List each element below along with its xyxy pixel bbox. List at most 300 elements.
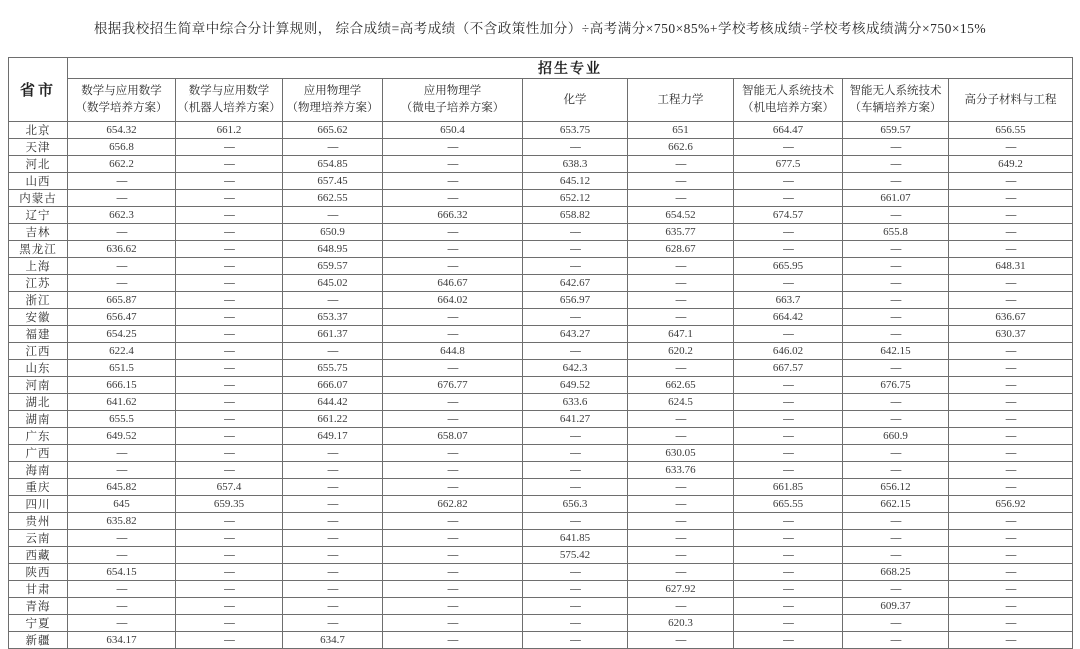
table-row [9, 394, 1073, 411]
empty-score-cell: ---- [523, 224, 628, 241]
table-row [9, 377, 1073, 394]
score-cell: 649.2 [949, 156, 1073, 173]
empty-score-cell: ---- [734, 394, 843, 411]
empty-score-cell: ---- [949, 241, 1073, 258]
score-cell: 664.02 [383, 292, 523, 309]
empty-score-cell: ---- [283, 513, 383, 530]
score-cell: 635.77 [628, 224, 734, 241]
score-cell: 628.67 [628, 241, 734, 258]
score-cell: 666.32 [383, 207, 523, 224]
empty-score-cell: ---- [734, 445, 843, 462]
score-cell: 661.07 [843, 190, 949, 207]
major-column-header [176, 79, 283, 122]
score-cell: 648.95 [283, 241, 383, 258]
score-cell: 662.6 [628, 139, 734, 156]
empty-score-cell: ---- [843, 445, 949, 462]
score-cell: 665.95 [734, 258, 843, 275]
empty-score-cell: ---- [283, 462, 383, 479]
score-cell: 656.8 [68, 139, 176, 156]
score-cell: 659.57 [843, 122, 949, 139]
province-cell: 内蒙古 [9, 190, 68, 207]
empty-score-cell: ---- [523, 309, 628, 326]
empty-score-cell: ---- [628, 530, 734, 547]
empty-score-cell: ---- [283, 343, 383, 360]
major-column-header [523, 79, 628, 122]
empty-score-cell: ---- [523, 598, 628, 615]
table-row [9, 258, 1073, 275]
empty-score-cell: ---- [843, 207, 949, 224]
score-cell: 635.82 [68, 513, 176, 530]
table-row [9, 156, 1073, 173]
empty-score-cell: ---- [68, 581, 176, 598]
empty-score-cell: ---- [68, 275, 176, 292]
empty-score-cell: ---- [523, 428, 628, 445]
empty-score-cell: ---- [176, 224, 283, 241]
empty-score-cell: ---- [176, 428, 283, 445]
score-cell: 649.52 [68, 428, 176, 445]
score-cell: 656.3 [523, 496, 628, 513]
score-cell: 654.25 [68, 326, 176, 343]
empty-score-cell: ---- [283, 564, 383, 581]
admission-score-table-wrap [8, 57, 1073, 649]
table-row [9, 360, 1073, 377]
province-cell: 海南 [9, 462, 68, 479]
empty-score-cell: ---- [176, 513, 283, 530]
empty-score-cell: ---- [734, 513, 843, 530]
empty-score-cell: ---- [176, 326, 283, 343]
empty-score-cell: ---- [176, 173, 283, 190]
empty-score-cell: ---- [949, 190, 1073, 207]
score-cell: 641.62 [68, 394, 176, 411]
empty-score-cell: ---- [949, 360, 1073, 377]
empty-score-cell: ---- [628, 190, 734, 207]
score-cell: 659.57 [283, 258, 383, 275]
calculation-rule-note: 根据我校招生简章中综合分计算规则， 综合成绩=高考成绩（不含政策性加分）÷高考满分×750×85%+学校考核成绩÷学校考核成绩满分×750×15% [93, 21, 987, 36]
empty-score-cell: ---- [949, 377, 1073, 394]
empty-score-cell: ---- [383, 513, 523, 530]
empty-score-cell: ---- [734, 615, 843, 632]
empty-score-cell: ---- [68, 598, 176, 615]
empty-score-cell: ---- [383, 547, 523, 564]
province-cell: 安徽 [9, 309, 68, 326]
empty-score-cell: ---- [383, 615, 523, 632]
empty-score-cell: ---- [523, 615, 628, 632]
empty-score-cell: ---- [949, 428, 1073, 445]
table-row [9, 139, 1073, 156]
empty-score-cell: ---- [843, 411, 949, 428]
major-plan-line: （物理培养方案） [286, 102, 379, 114]
table-row [9, 547, 1073, 564]
empty-score-cell: ---- [383, 258, 523, 275]
score-cell: 575.42 [523, 547, 628, 564]
score-cell: 661.2 [176, 122, 283, 139]
major-name-line: 应用物理学 [423, 85, 482, 98]
score-cell: 644.42 [283, 394, 383, 411]
empty-score-cell: ---- [949, 615, 1073, 632]
empty-score-cell: ---- [949, 139, 1073, 156]
table-row [9, 122, 1073, 139]
province-cell: 江西 [9, 343, 68, 360]
score-cell: 666.07 [283, 377, 383, 394]
empty-score-cell: ---- [628, 496, 734, 513]
empty-score-cell: ---- [949, 207, 1073, 224]
score-cell: 662.82 [383, 496, 523, 513]
empty-score-cell: ---- [176, 564, 283, 581]
empty-score-cell: ---- [949, 462, 1073, 479]
empty-score-cell: ---- [628, 547, 734, 564]
empty-score-cell: ---- [176, 462, 283, 479]
empty-score-cell: ---- [283, 445, 383, 462]
province-column-header: 省市 [9, 58, 68, 122]
empty-score-cell: ---- [843, 394, 949, 411]
score-cell: 641.85 [523, 530, 628, 547]
empty-score-cell: ---- [843, 309, 949, 326]
empty-score-cell: ---- [628, 258, 734, 275]
empty-score-cell: ---- [176, 258, 283, 275]
score-cell: 633.76 [628, 462, 734, 479]
province-cell: 湖南 [9, 411, 68, 428]
province-cell: 广东 [9, 428, 68, 445]
score-cell: 645.02 [283, 275, 383, 292]
empty-score-cell: ---- [383, 564, 523, 581]
empty-score-cell: ---- [176, 292, 283, 309]
score-cell: 630.37 [949, 326, 1073, 343]
score-cell: 646.67 [383, 275, 523, 292]
empty-score-cell: ---- [283, 479, 383, 496]
empty-score-cell: ---- [628, 156, 734, 173]
major-name-line: 应用物理学 [303, 85, 362, 98]
table-row [9, 241, 1073, 258]
score-cell: 666.15 [68, 377, 176, 394]
empty-score-cell: ---- [176, 581, 283, 598]
empty-score-cell: ---- [176, 547, 283, 564]
empty-score-cell: ---- [734, 275, 843, 292]
empty-score-cell: ---- [628, 275, 734, 292]
score-cell: 655.75 [283, 360, 383, 377]
score-cell: 657.4 [176, 479, 283, 496]
empty-score-cell: ---- [949, 411, 1073, 428]
score-cell: 648.31 [949, 258, 1073, 275]
empty-score-cell: ---- [628, 428, 734, 445]
table-row [9, 411, 1073, 428]
score-cell: 662.15 [843, 496, 949, 513]
empty-score-cell: ---- [283, 207, 383, 224]
table-row [9, 598, 1073, 615]
score-cell: 627.92 [628, 581, 734, 598]
empty-score-cell: ---- [628, 411, 734, 428]
score-cell: 664.42 [734, 309, 843, 326]
score-cell: 661.85 [734, 479, 843, 496]
empty-score-cell: ---- [283, 496, 383, 513]
empty-score-cell: ---- [949, 173, 1073, 190]
province-cell: 甘肃 [9, 581, 68, 598]
empty-score-cell: ---- [523, 564, 628, 581]
table-row [9, 190, 1073, 207]
score-cell: 674.57 [734, 207, 843, 224]
score-cell: 656.92 [949, 496, 1073, 513]
score-cell: 609.37 [843, 598, 949, 615]
empty-score-cell: ---- [523, 632, 628, 649]
score-cell: 649.52 [523, 377, 628, 394]
empty-score-cell: ---- [176, 411, 283, 428]
score-cell: 660.9 [843, 428, 949, 445]
empty-score-cell: ---- [283, 598, 383, 615]
empty-score-cell: ---- [523, 581, 628, 598]
major-column-header [383, 79, 523, 122]
province-cell: 吉林 [9, 224, 68, 241]
empty-score-cell: ---- [68, 224, 176, 241]
empty-score-cell: ---- [523, 139, 628, 156]
empty-score-cell: ---- [734, 598, 843, 615]
empty-score-cell: ---- [523, 445, 628, 462]
empty-score-cell: ---- [949, 479, 1073, 496]
empty-score-cell: ---- [843, 258, 949, 275]
empty-score-cell: ---- [383, 598, 523, 615]
score-cell: 642.67 [523, 275, 628, 292]
empty-score-cell: ---- [176, 343, 283, 360]
empty-score-cell: ---- [523, 343, 628, 360]
empty-score-cell: ---- [734, 326, 843, 343]
empty-score-cell: ---- [383, 241, 523, 258]
table-row [9, 224, 1073, 241]
empty-score-cell: ---- [176, 598, 283, 615]
empty-score-cell: ---- [383, 139, 523, 156]
province-cell: 河北 [9, 156, 68, 173]
score-cell: 662.55 [283, 190, 383, 207]
empty-score-cell: ---- [843, 581, 949, 598]
empty-score-cell: ---- [628, 632, 734, 649]
score-cell: 656.97 [523, 292, 628, 309]
empty-score-cell: ---- [176, 190, 283, 207]
score-cell: 636.67 [949, 309, 1073, 326]
empty-score-cell: ---- [283, 581, 383, 598]
empty-score-cell: ---- [628, 309, 734, 326]
score-cell: 645.12 [523, 173, 628, 190]
empty-score-cell: ---- [949, 445, 1073, 462]
province-cell: 浙江 [9, 292, 68, 309]
empty-score-cell: ---- [523, 513, 628, 530]
score-cell: 622.4 [68, 343, 176, 360]
empty-score-cell: ---- [949, 598, 1073, 615]
score-cell: 654.15 [68, 564, 176, 581]
empty-score-cell: ---- [843, 462, 949, 479]
score-cell: 676.77 [383, 377, 523, 394]
empty-score-cell: ---- [628, 292, 734, 309]
score-cell: 677.5 [734, 156, 843, 173]
province-cell: 黑龙江 [9, 241, 68, 258]
table-row [9, 275, 1073, 292]
province-cell: 西藏 [9, 547, 68, 564]
province-cell: 青海 [9, 598, 68, 615]
empty-score-cell: ---- [283, 615, 383, 632]
empty-score-cell: ---- [383, 632, 523, 649]
empty-score-cell: ---- [176, 241, 283, 258]
empty-score-cell: ---- [383, 394, 523, 411]
empty-score-cell: ---- [734, 462, 843, 479]
table-row [9, 530, 1073, 547]
empty-score-cell: ---- [176, 156, 283, 173]
empty-score-cell: ---- [523, 258, 628, 275]
empty-score-cell: ---- [523, 462, 628, 479]
score-cell: 645 [68, 496, 176, 513]
empty-score-cell: ---- [843, 530, 949, 547]
empty-score-cell: ---- [949, 530, 1073, 547]
major-column-header [68, 79, 176, 122]
empty-score-cell: ---- [383, 530, 523, 547]
empty-score-cell: ---- [734, 632, 843, 649]
empty-score-cell: ---- [843, 547, 949, 564]
empty-score-cell: ---- [949, 564, 1073, 581]
empty-score-cell: ---- [383, 156, 523, 173]
province-cell: 天津 [9, 139, 68, 156]
empty-score-cell: ---- [734, 190, 843, 207]
empty-score-cell: ---- [283, 547, 383, 564]
empty-score-cell: ---- [843, 632, 949, 649]
province-cell: 上海 [9, 258, 68, 275]
major-name-line: 智能无人系统技术 [849, 85, 942, 98]
score-cell: 658.82 [523, 207, 628, 224]
empty-score-cell: ---- [68, 530, 176, 547]
table-row [9, 462, 1073, 479]
empty-score-cell: ---- [734, 530, 843, 547]
score-cell: 642.15 [843, 343, 949, 360]
table-row [9, 632, 1073, 649]
empty-score-cell: ---- [176, 530, 283, 547]
score-cell: 636.62 [68, 241, 176, 258]
province-cell: 山东 [9, 360, 68, 377]
score-cell: 633.6 [523, 394, 628, 411]
empty-score-cell: ---- [68, 258, 176, 275]
province-cell: 河南 [9, 377, 68, 394]
empty-score-cell: ---- [628, 479, 734, 496]
empty-score-cell: ---- [734, 139, 843, 156]
score-cell: 651.5 [68, 360, 176, 377]
score-rows [9, 122, 1073, 649]
score-cell: 662.65 [628, 377, 734, 394]
empty-score-cell: ---- [383, 445, 523, 462]
table-row [9, 615, 1073, 632]
table-row [9, 292, 1073, 309]
score-cell: 651 [628, 122, 734, 139]
score-cell: 650.4 [383, 122, 523, 139]
major-name-line: 数学与应用数学 [81, 85, 162, 98]
score-cell: 646.02 [734, 343, 843, 360]
table-row [9, 326, 1073, 343]
empty-score-cell: ---- [843, 292, 949, 309]
major-name-line: 智能无人系统技术 [742, 85, 834, 98]
empty-score-cell: ---- [68, 190, 176, 207]
table-row [9, 173, 1073, 190]
province-cell: 四川 [9, 496, 68, 513]
score-cell: 634.17 [68, 632, 176, 649]
empty-score-cell: ---- [734, 241, 843, 258]
score-cell: 638.3 [523, 156, 628, 173]
score-cell: 647.1 [628, 326, 734, 343]
score-cell: 661.37 [283, 326, 383, 343]
score-cell: 654.32 [68, 122, 176, 139]
table-row [9, 428, 1073, 445]
admission-score-table [8, 57, 1073, 649]
empty-score-cell: ---- [383, 190, 523, 207]
empty-score-cell: ---- [734, 581, 843, 598]
empty-score-cell: ---- [949, 292, 1073, 309]
score-cell: 630.05 [628, 445, 734, 462]
empty-score-cell: ---- [523, 241, 628, 258]
major-headers-row [9, 79, 1073, 122]
score-cell: 667.57 [734, 360, 843, 377]
score-cell: 643.27 [523, 326, 628, 343]
score-cell: 659.35 [176, 496, 283, 513]
empty-score-cell: ---- [628, 360, 734, 377]
province-cell: 山西 [9, 173, 68, 190]
province-cell: 云南 [9, 530, 68, 547]
province-cell: 重庆 [9, 479, 68, 496]
score-cell: 634.7 [283, 632, 383, 649]
major-column-header [283, 79, 383, 122]
empty-score-cell: ---- [843, 275, 949, 292]
score-cell: 656.55 [949, 122, 1073, 139]
major-plan-line: （机器人培养方案） [177, 102, 281, 114]
empty-score-cell: ---- [283, 530, 383, 547]
empty-score-cell: ---- [68, 615, 176, 632]
table-row [9, 581, 1073, 598]
score-cell: 654.52 [628, 207, 734, 224]
empty-score-cell: ---- [68, 445, 176, 462]
score-cell: 620.2 [628, 343, 734, 360]
score-cell: 658.07 [383, 428, 523, 445]
major-column-header [734, 79, 843, 122]
province-cell: 湖北 [9, 394, 68, 411]
score-cell: 624.5 [628, 394, 734, 411]
score-cell: 645.82 [68, 479, 176, 496]
empty-score-cell: ---- [68, 462, 176, 479]
major-plan-line: （数学培养方案） [75, 102, 168, 114]
empty-score-cell: ---- [949, 394, 1073, 411]
empty-score-cell: ---- [734, 564, 843, 581]
empty-score-cell: ---- [628, 564, 734, 581]
score-cell: 676.75 [843, 377, 949, 394]
major-plan-line: （机电培养方案） [742, 102, 834, 114]
province-cell: 宁夏 [9, 615, 68, 632]
table-row [9, 496, 1073, 513]
score-cell: 652.12 [523, 190, 628, 207]
empty-score-cell: ---- [843, 513, 949, 530]
empty-score-cell: ---- [176, 377, 283, 394]
empty-score-cell: ---- [628, 173, 734, 190]
province-cell: 贵州 [9, 513, 68, 530]
score-cell: 664.47 [734, 122, 843, 139]
table-row [9, 343, 1073, 360]
major-plan-line: （微电子培养方案） [400, 102, 505, 114]
empty-score-cell: ---- [68, 547, 176, 564]
empty-score-cell: ---- [734, 173, 843, 190]
major-name-line: 高分子材料与工程 [964, 93, 1057, 106]
score-cell: 657.45 [283, 173, 383, 190]
empty-score-cell: ---- [843, 173, 949, 190]
empty-score-cell: ---- [949, 275, 1073, 292]
table-row [9, 309, 1073, 326]
score-cell: 665.62 [283, 122, 383, 139]
score-cell: 620.3 [628, 615, 734, 632]
empty-score-cell: ---- [734, 428, 843, 445]
province-cell: 新疆 [9, 632, 68, 649]
score-cell: 642.3 [523, 360, 628, 377]
table-row [9, 513, 1073, 530]
empty-score-cell: ---- [283, 292, 383, 309]
score-cell: 656.47 [68, 309, 176, 326]
major-name-line: 化学 [563, 93, 587, 106]
empty-score-cell: ---- [176, 445, 283, 462]
